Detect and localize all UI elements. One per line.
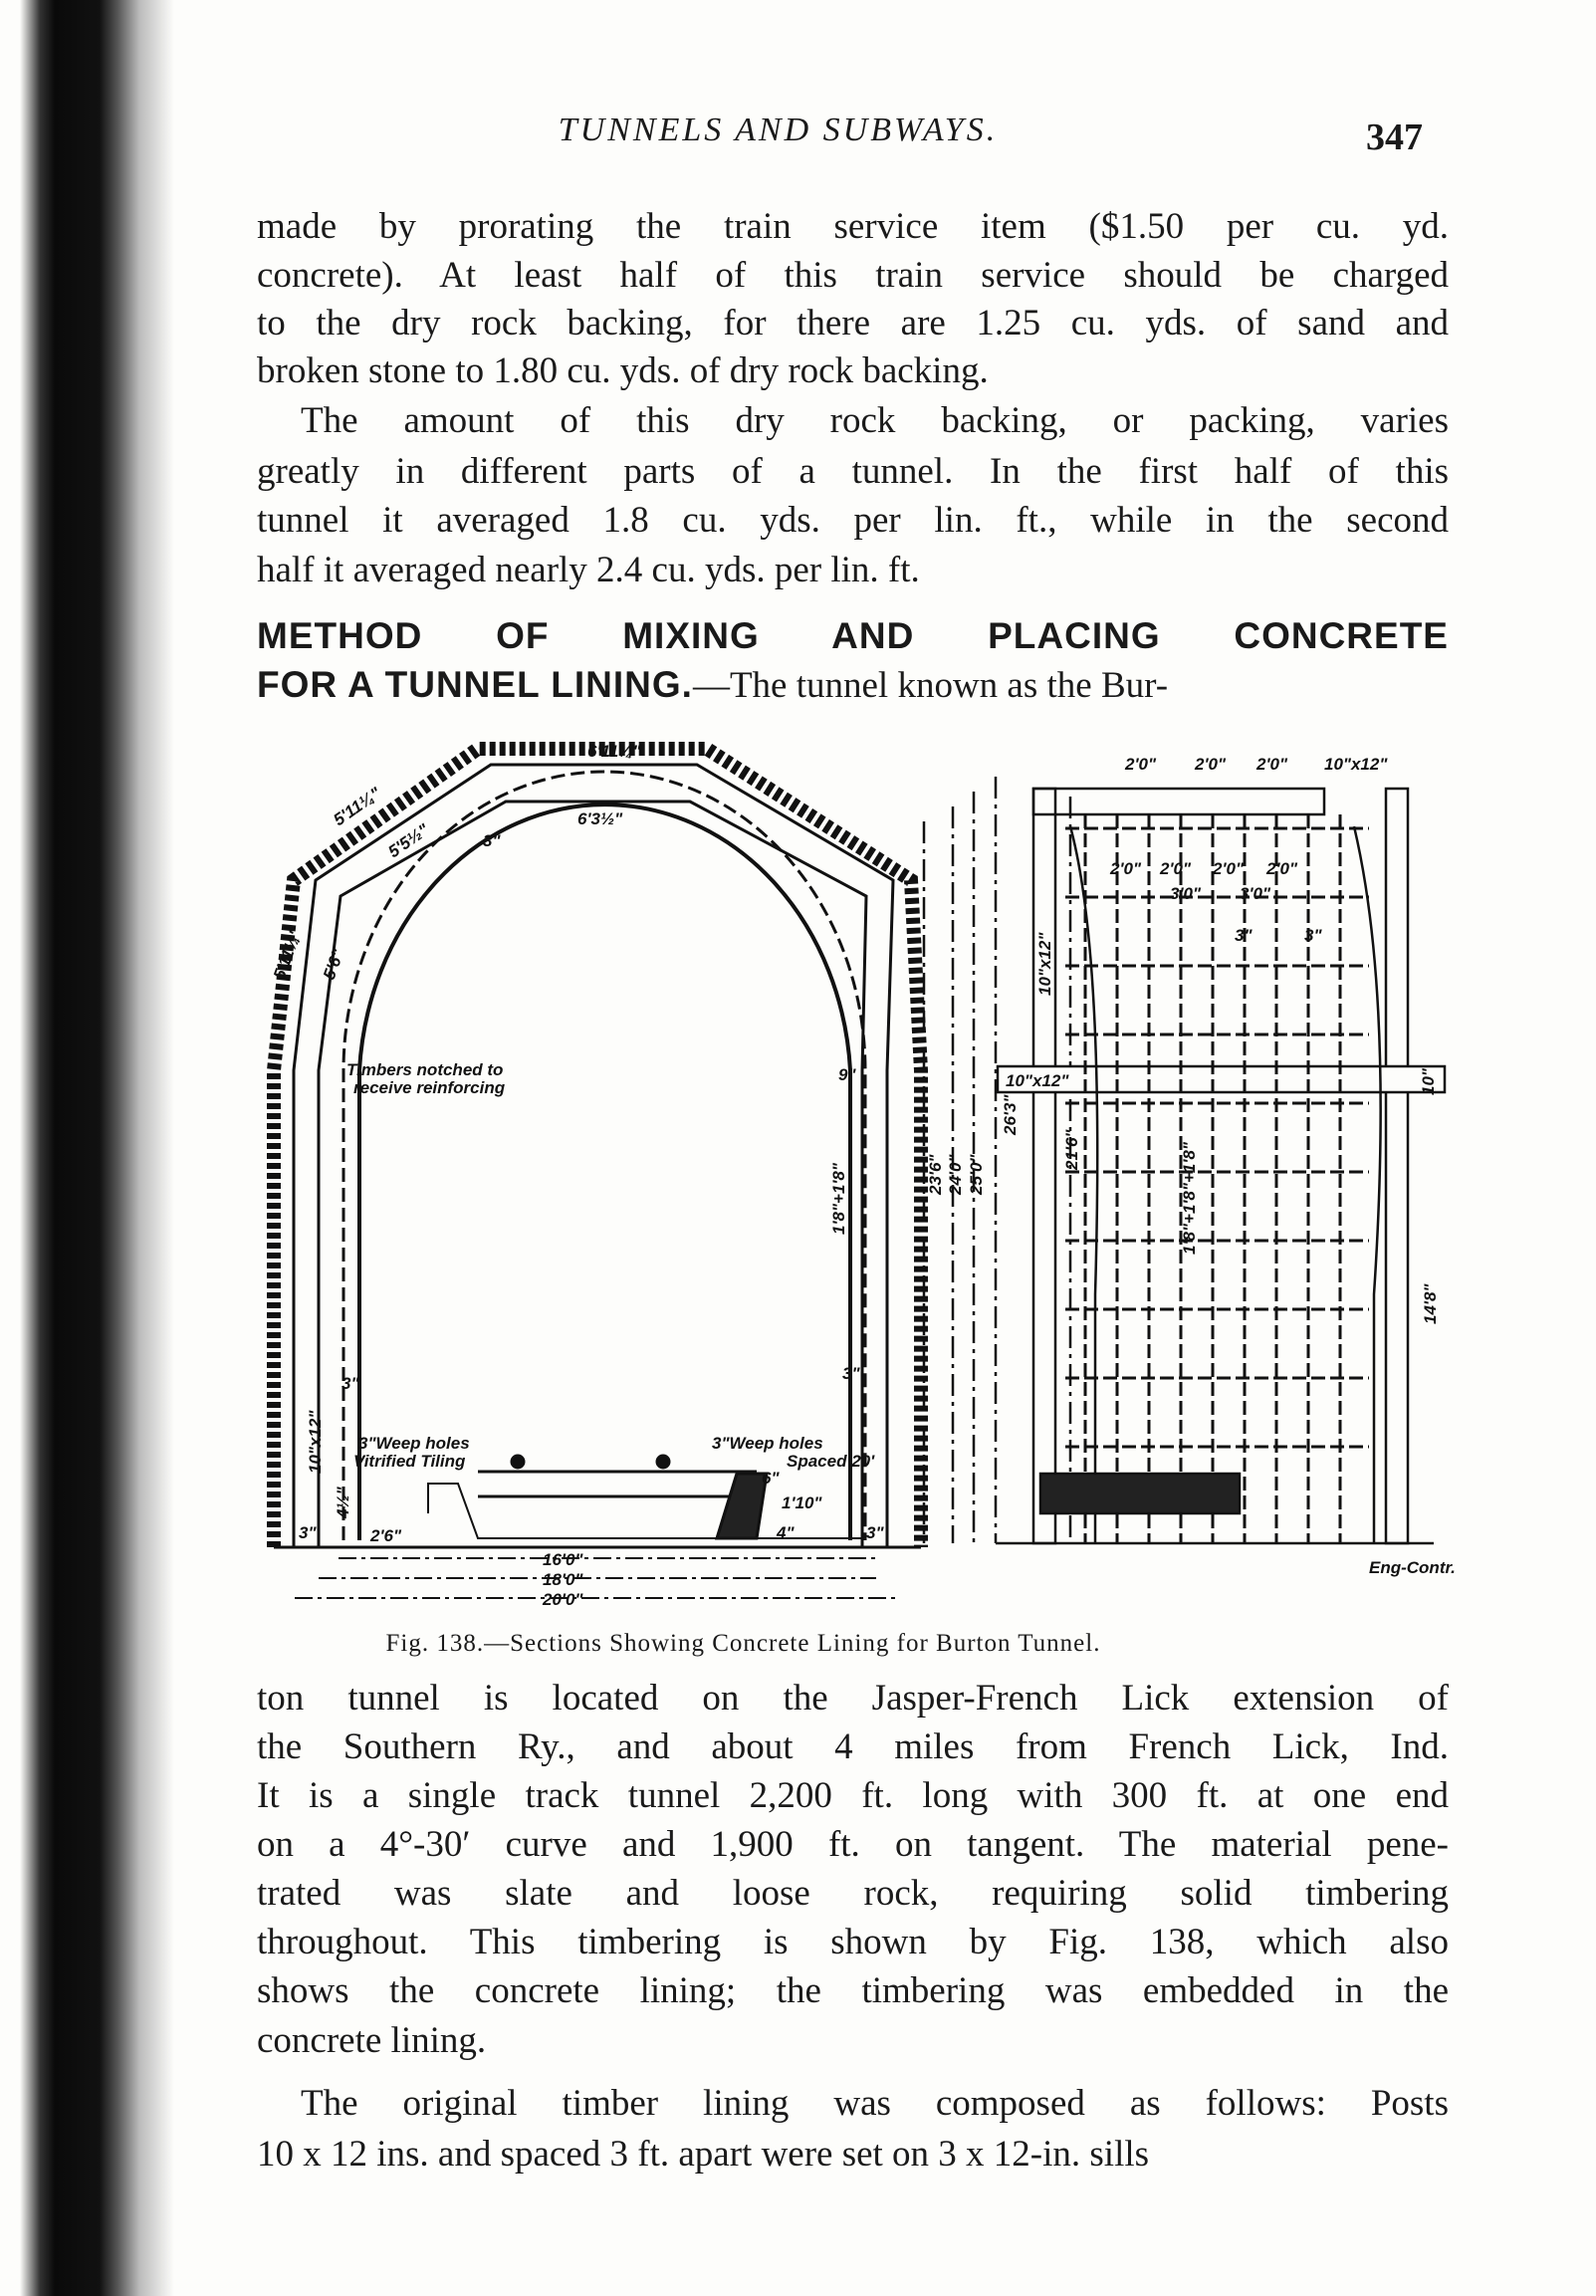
text-line: shows the concrete lining; the timbering was embedded in the (257, 1970, 1449, 2011)
heading-text: METHOD OF MIXING AND PLACING CONCRETE (257, 615, 1449, 656)
label: 2'0" (1160, 859, 1192, 878)
caption-text: Fig. 138.—Sections Showing Concrete Lining for Burton Tunnel. (385, 1630, 1101, 1657)
timber-lining-outer (294, 765, 893, 1547)
label: 3'0" (1170, 884, 1202, 903)
ballast-right (717, 1474, 767, 1538)
label: 1'8"+1'8"+1'8" (1180, 1142, 1199, 1255)
text-line: tunnel it averaged 1.8 cu. yds. per lin. ft., while in the second (257, 500, 1449, 541)
page-number: 347 (1366, 116, 1423, 158)
label: 26'3" (1001, 1094, 1020, 1135)
concrete-arch-intrados (359, 804, 850, 1540)
label: 10" (1419, 1068, 1438, 1095)
label: 10"x12" (1035, 932, 1054, 996)
label: 21'6" (1062, 1129, 1081, 1170)
label: 20'0" (543, 1590, 583, 1609)
label: 24'0" (946, 1154, 965, 1195)
label: 5'5½" (384, 819, 433, 862)
label: 5'11¼" (330, 784, 385, 830)
label: 3" (299, 1523, 317, 1542)
label: 9" (838, 1065, 856, 1084)
ballast-section (1040, 1474, 1240, 1513)
label: 2'0" (1266, 859, 1298, 878)
track-bed (478, 1496, 757, 1538)
label: 10"x12" (1006, 1071, 1069, 1090)
label: 2'0" (1256, 755, 1288, 774)
label: 6'11¼" (587, 742, 641, 761)
label: 5'6" (319, 946, 348, 983)
width-dimension-lines (295, 1558, 896, 1598)
text-line: broken stone to 1.80 cu. yds. of dry rock backing. (257, 350, 989, 391)
reinforcing-bar (343, 772, 865, 1540)
label: Spaced 20' (787, 1452, 875, 1471)
label: 16'0" (543, 1550, 583, 1569)
label: 3" (1304, 926, 1322, 945)
label: 4" (777, 1523, 795, 1542)
figure-caption (0, 1630, 1596, 1658)
text-line: The original timber lining was composed as follows: Posts (301, 2083, 1449, 2124)
label: 2'0" (1125, 755, 1157, 774)
running-title: TUNNELS AND SUBWAYS. (558, 112, 999, 148)
label: receive reinforcing (353, 1078, 506, 1097)
text-line: throughout. This timbering is shown by Fig. 138, which also (257, 1922, 1449, 1962)
label: 3" (342, 1374, 359, 1393)
label: 3'0" (1240, 884, 1271, 903)
heading-run-in-text: —The tunnel known as the Bur- (692, 665, 1169, 706)
text-line: concrete). At least half of this train service should be charged (257, 255, 1449, 296)
label: 18'0" (543, 1570, 583, 1589)
label: 3" (866, 1523, 884, 1542)
label: 1'8"+1'8" (829, 1163, 848, 1235)
label: 3"Weep holes (358, 1434, 470, 1453)
label: 5'11¼" (269, 925, 307, 983)
label: 6'3½" (577, 809, 623, 828)
label: 3"Weep holes (712, 1434, 823, 1453)
label: Vitrified Tiling (353, 1452, 466, 1471)
tunnel-cross-section (274, 749, 921, 1598)
post-right (1386, 789, 1408, 1543)
label: 3" (842, 1364, 860, 1383)
label: 14'8" (1421, 1283, 1440, 1324)
label: 6" (762, 1469, 780, 1488)
text-line: made by prorating the train service item ($1.50 per cu. yd. (257, 206, 1449, 247)
label: Timbers notched to (346, 1060, 504, 1079)
text-line: greatly in different parts of a tunnel. In the first half of this (257, 451, 1449, 492)
text-line: the Southern Ry., and about 4 miles from French Lick, Ind. (257, 1726, 1449, 1767)
text-line: trated was slate and loose rock, requiring solid timbering (257, 1873, 1449, 1914)
rail-left (512, 1456, 524, 1468)
text-line: It is a single track tunnel 2,200 ft. long with 300 ft. at one end (257, 1775, 1449, 1816)
text-line: The amount of this dry rock backing, or packing, varies (301, 400, 1449, 441)
text-line: ton tunnel is located on the Jasper-French Lick extension of (257, 1678, 1449, 1719)
label: 23'6" (926, 1154, 945, 1195)
text-line: on a 4°-30′ curve and 1,900 ft. on tangent. The material pene- (257, 1824, 1449, 1865)
reinforcing-grid (1065, 814, 1369, 1543)
figure-credit: Eng-Contr. (1369, 1558, 1456, 1577)
text-line: 10 x 12 ins. and spaced 3 ft. apart were set on 3 x 12-in. sills (257, 2134, 1150, 2175)
label: 3" (483, 831, 501, 850)
label: 3" (1235, 926, 1253, 945)
label: 2'0" (1110, 859, 1142, 878)
label: 2'6" (370, 1526, 402, 1545)
post-left (1033, 789, 1055, 1543)
label: 10"x12" (1324, 755, 1388, 774)
cap-beam (1033, 789, 1324, 814)
label: 4½" (334, 1487, 352, 1518)
text-line: half it averaged nearly 2.4 cu. yds. per lin. ft. (257, 550, 920, 590)
label: 10"x12" (306, 1410, 325, 1474)
heading-text: FOR A TUNNEL LINING. (257, 664, 693, 705)
label: 25'0" (967, 1154, 986, 1195)
text-line: to the dry rock backing, for there are 1.25 cu. yds. of sand and (257, 303, 1449, 344)
label: 2'0" (1195, 755, 1227, 774)
text-line: concrete lining. (257, 2020, 487, 2061)
label: 2'0" (1213, 859, 1245, 878)
rock-packing (274, 749, 921, 1547)
rail-right (657, 1456, 669, 1468)
label: 1'10" (782, 1493, 822, 1512)
